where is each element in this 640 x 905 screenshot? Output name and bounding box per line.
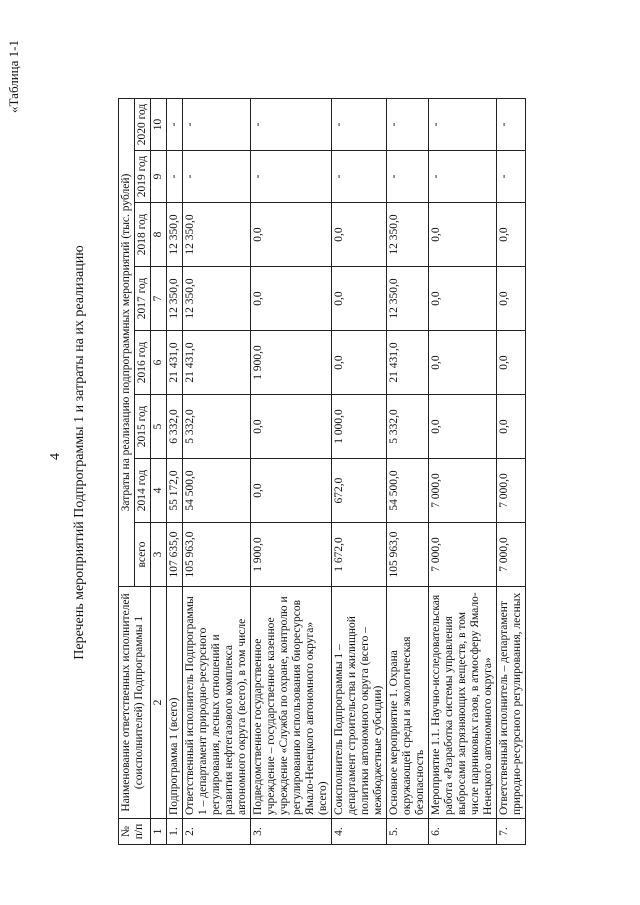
row-total: 7 000,0 bbox=[429, 523, 497, 587]
row-year-value: 12 350,0 bbox=[183, 203, 251, 267]
row-year-value: 12 350,0 bbox=[167, 203, 183, 267]
row-year-value: - bbox=[497, 99, 526, 151]
row-number: 2. bbox=[183, 819, 251, 845]
header-costs: Затраты на реализацию подпрограммных мероприятий (тыс. рублей) bbox=[119, 99, 135, 587]
row-year-value: 12 350,0 bbox=[387, 203, 429, 267]
row-number: 6. bbox=[429, 819, 497, 845]
column-index: 9 bbox=[151, 151, 167, 203]
row-name: Ответственный исполнитель – департамент природно-ресурсного регулирования, лесных bbox=[497, 587, 526, 819]
row-year-value: 21 431,0 bbox=[183, 331, 251, 395]
row-total: 107 635,0 bbox=[167, 523, 183, 587]
header-number: № п/п bbox=[119, 819, 151, 845]
table-row bbox=[429, 99, 497, 845]
row-year-value: 12 350,0 bbox=[183, 267, 251, 331]
costs-table bbox=[118, 98, 526, 845]
row-total: 1 672,0 bbox=[332, 523, 387, 587]
row-year-value: - bbox=[183, 99, 251, 151]
row-total: 7 000,0 bbox=[497, 523, 526, 587]
table-row bbox=[387, 99, 429, 845]
row-total: 1 900,0 bbox=[251, 523, 332, 587]
row-year-value: 0,0 bbox=[251, 395, 332, 459]
header-name: Наименование ответственных исполнителей (соисполнителей) Подпрограммы 1 bbox=[119, 587, 151, 819]
row-year-value: - bbox=[167, 151, 183, 203]
table-row bbox=[251, 99, 332, 845]
row-number: 3. bbox=[251, 819, 332, 845]
column-index: 8 bbox=[151, 203, 167, 267]
row-year-value: 54 500,0 bbox=[387, 459, 429, 523]
row-year-value: 0,0 bbox=[497, 203, 526, 267]
row-year-value: 0,0 bbox=[251, 267, 332, 331]
header-year: 2014 год bbox=[135, 459, 151, 523]
table-row bbox=[167, 99, 183, 845]
page-number: 4 bbox=[48, 453, 63, 460]
row-total: 105 963,0 bbox=[183, 523, 251, 587]
row-name: Мероприятие 1.1. Научно-исследовательская работа «Разработка системы управления выбросами загрязняющих веществ, в том числе парниковых газов, в атмосферу Ямало-Ненецкого автономного округа» bbox=[429, 587, 497, 819]
row-name: Подпрограмма 1 (всего) bbox=[167, 587, 183, 819]
row-name: Ответственный исполнитель Подпрограммы 1 – департамент природно-ресурсного регулирования, лесных отношений и развития нефтегазового комплекса автономного округа (всего), в том числе bbox=[183, 587, 251, 819]
row-number: 7. bbox=[497, 819, 526, 845]
row-number: 4. bbox=[332, 819, 387, 845]
row-year-value: 0,0 bbox=[497, 395, 526, 459]
row-year-value: 0,0 bbox=[429, 267, 497, 331]
header-year: 2018 год bbox=[135, 203, 151, 267]
row-number: 5. bbox=[387, 819, 429, 845]
row-year-value: - bbox=[332, 99, 387, 151]
table-row bbox=[183, 99, 251, 845]
row-year-value: - bbox=[251, 151, 332, 203]
row-year-value: - bbox=[387, 99, 429, 151]
row-year-value: 12 350,0 bbox=[167, 267, 183, 331]
row-year-value: 21 431,0 bbox=[387, 331, 429, 395]
row-name: Соисполнитель Подпрограммы 1 – департамент строительства и жилищной политики автономного округа (всего – межбюджетные субсидии) bbox=[332, 587, 387, 819]
column-index-row bbox=[151, 99, 167, 845]
row-year-value: 0,0 bbox=[497, 331, 526, 395]
row-total: 105 963,0 bbox=[387, 523, 429, 587]
column-index: 6 bbox=[151, 331, 167, 395]
column-index: 3 bbox=[151, 523, 167, 587]
row-year-value: 0,0 bbox=[429, 331, 497, 395]
row-year-value: - bbox=[429, 99, 497, 151]
row-year-value: - bbox=[332, 151, 387, 203]
row-year-value: 1 000,0 bbox=[332, 395, 387, 459]
row-year-value: 7 000,0 bbox=[497, 459, 526, 523]
row-name: Основное мероприятие 1. Охрана окружающей среды и экологическая безопасность bbox=[387, 587, 429, 819]
column-index: 2 bbox=[151, 587, 167, 819]
row-year-value: 0,0 bbox=[429, 203, 497, 267]
table-row bbox=[332, 99, 387, 845]
row-year-value: 54 500,0 bbox=[183, 459, 251, 523]
row-number: 1. bbox=[167, 819, 183, 845]
row-year-value: 0,0 bbox=[251, 459, 332, 523]
row-year-value: - bbox=[251, 99, 332, 151]
header-year: 2017 год bbox=[135, 267, 151, 331]
header-total: всего bbox=[135, 523, 151, 587]
row-year-value: 6 332,0 bbox=[167, 395, 183, 459]
header-year: 2016 год bbox=[135, 331, 151, 395]
header-year: 2019 год bbox=[135, 151, 151, 203]
row-name: Подведомственное государственное учреждение – государственное казенное учреждение «Служба по охране, контролю и регулированию использования биоресурсов Ямало-Ненецкого автономного округа» (всего) bbox=[251, 587, 332, 819]
table-reference: «Таблица 1-1 bbox=[6, 40, 21, 113]
column-index: 1 bbox=[151, 819, 167, 845]
row-year-value: 1 900,0 bbox=[251, 331, 332, 395]
row-year-value: 5 332,0 bbox=[183, 395, 251, 459]
row-year-value: 5 332,0 bbox=[387, 395, 429, 459]
column-index: 4 bbox=[151, 459, 167, 523]
column-index: 5 bbox=[151, 395, 167, 459]
row-year-value: - bbox=[167, 99, 183, 151]
row-year-value: 7 000,0 bbox=[429, 459, 497, 523]
column-index: 10 bbox=[151, 99, 167, 151]
row-year-value: - bbox=[497, 151, 526, 203]
row-year-value: - bbox=[387, 151, 429, 203]
column-index: 7 bbox=[151, 267, 167, 331]
row-year-value: 0,0 bbox=[497, 267, 526, 331]
document-title: Перечень мероприятий Подпрограммы 1 и затраты на их реализацию bbox=[72, 245, 87, 660]
row-year-value: 0,0 bbox=[332, 267, 387, 331]
table-row bbox=[497, 99, 526, 845]
header-year: 2015 год bbox=[135, 395, 151, 459]
row-year-value: - bbox=[183, 151, 251, 203]
row-year-value: 55 172,0 bbox=[167, 459, 183, 523]
header-year: 2020 год bbox=[135, 99, 151, 151]
row-year-value: 21 431,0 bbox=[167, 331, 183, 395]
row-year-value: 0,0 bbox=[332, 331, 387, 395]
row-year-value: 0,0 bbox=[332, 203, 387, 267]
row-year-value: 0,0 bbox=[251, 203, 332, 267]
row-year-value: 0,0 bbox=[429, 395, 497, 459]
row-year-value: - bbox=[429, 151, 497, 203]
row-year-value: 12 350,0 bbox=[387, 267, 429, 331]
row-year-value: 672,0 bbox=[332, 459, 387, 523]
